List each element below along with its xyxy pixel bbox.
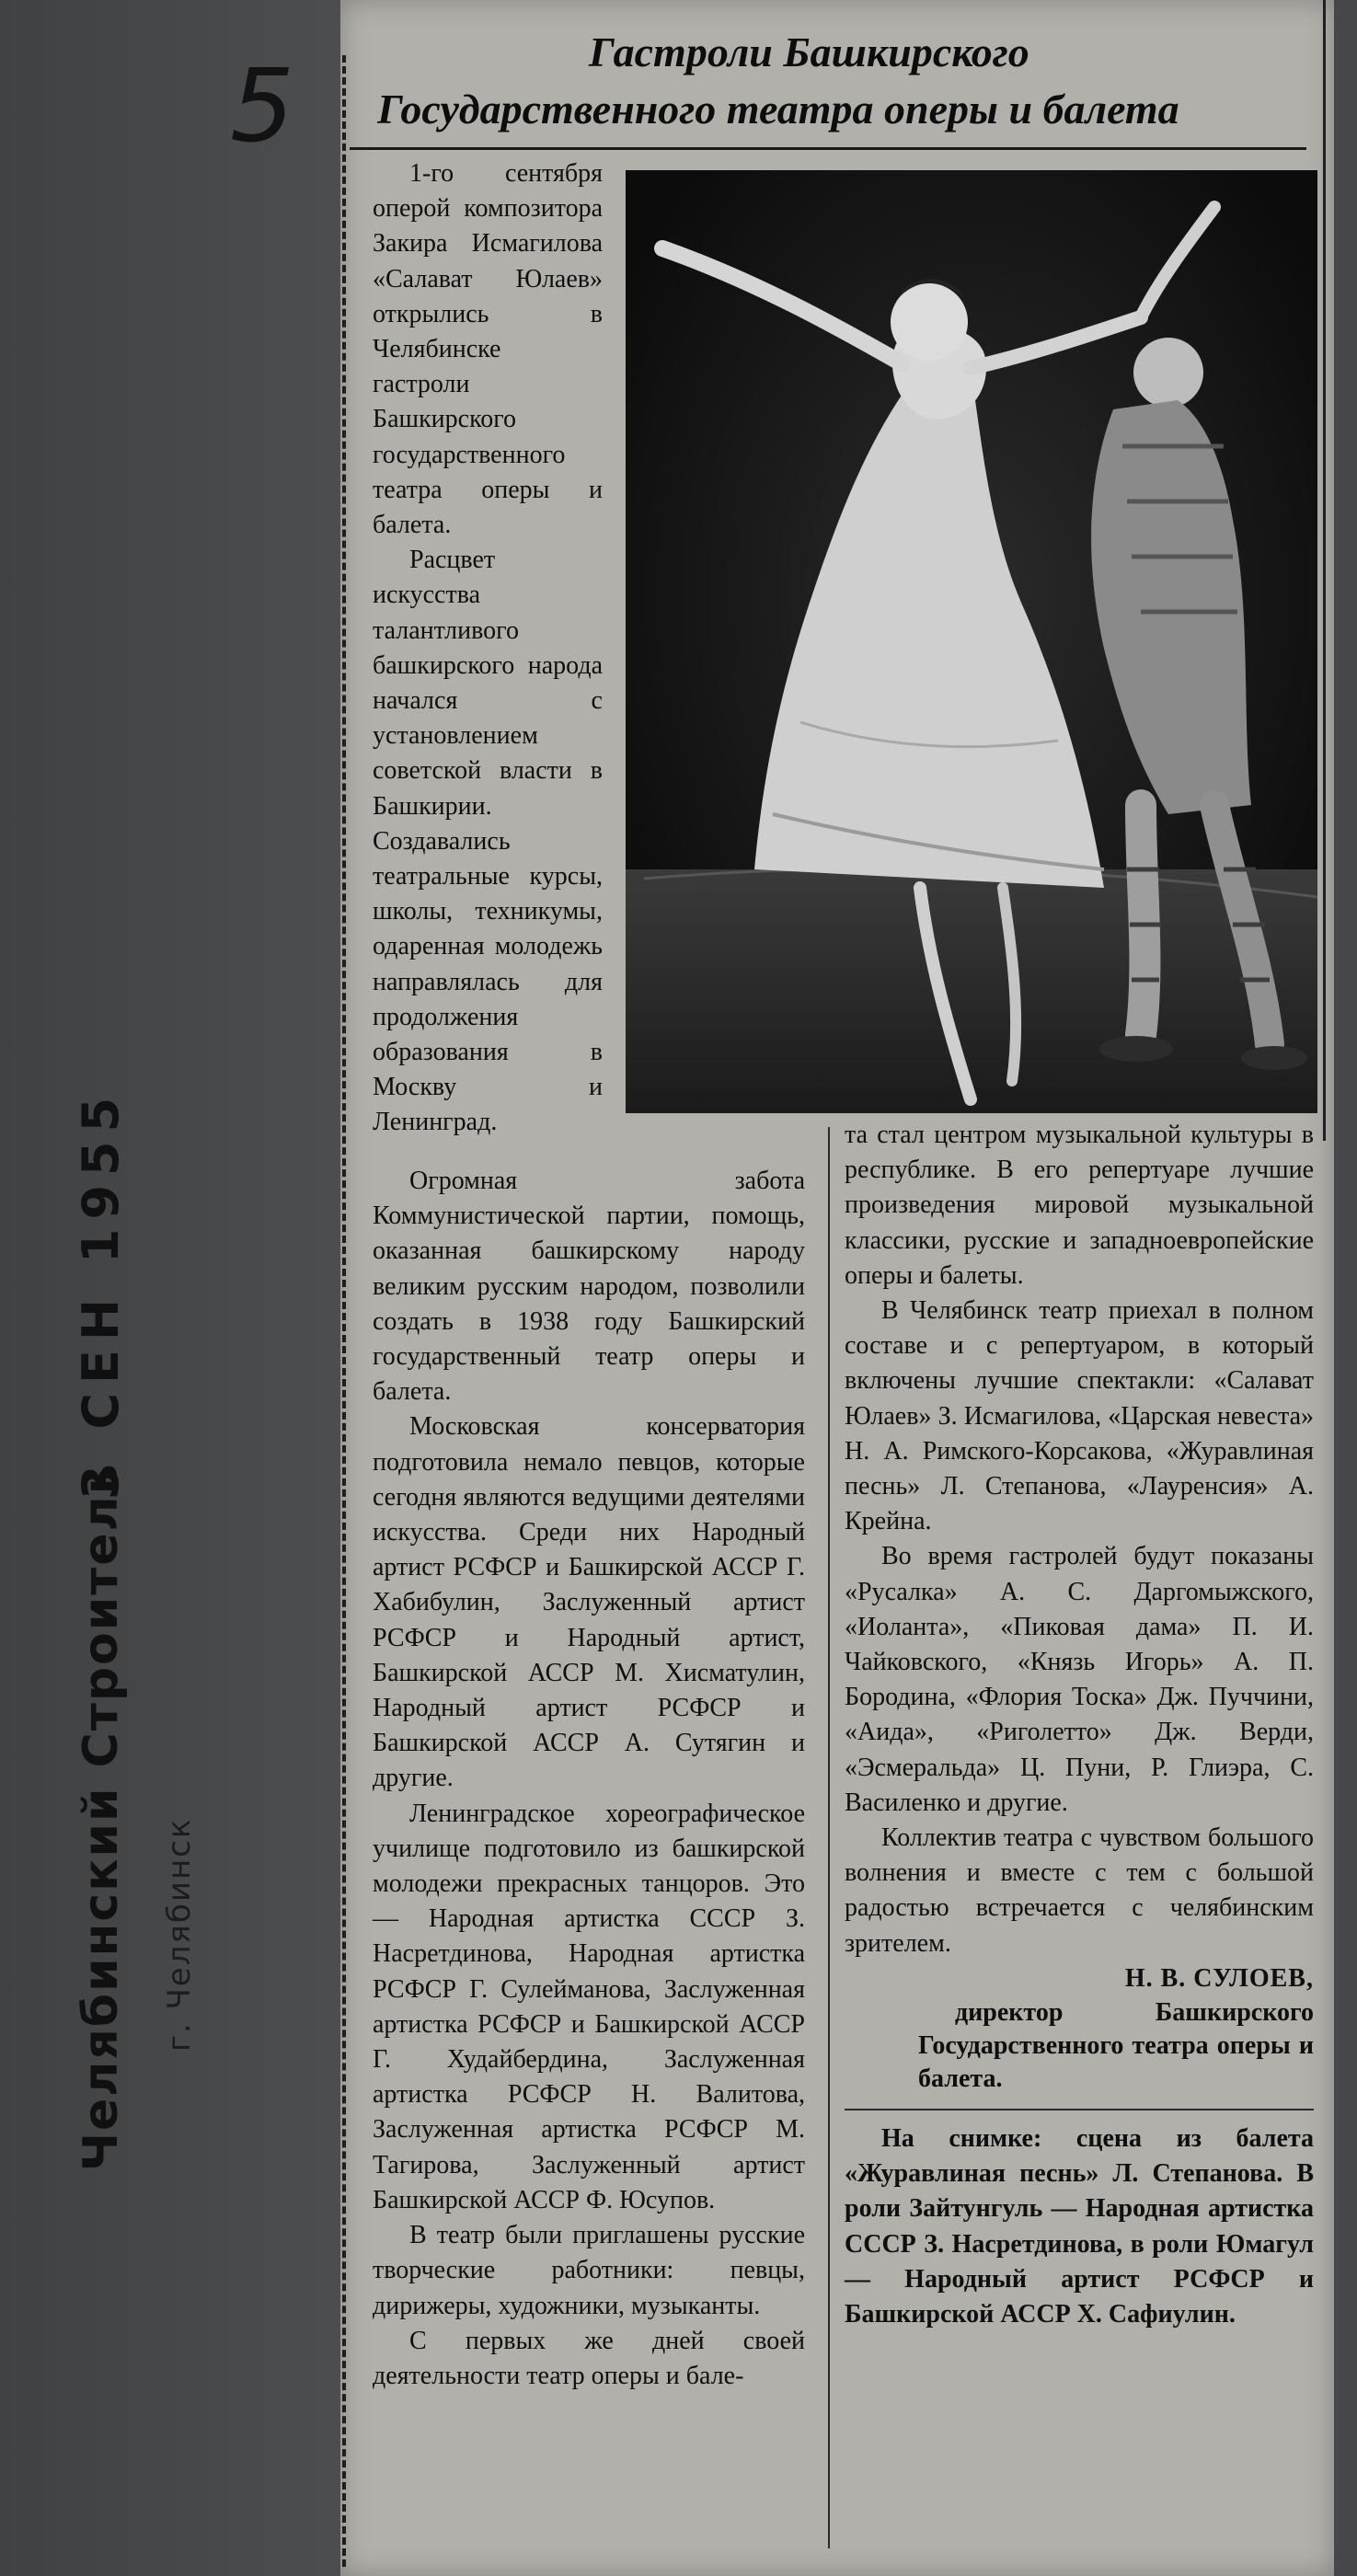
author-role: директор Башкирского Государственного театра оперы и балета.: [918, 1998, 1314, 2094]
column-divider: [828, 1127, 830, 2548]
paragraph: С первых же дней своей деятельности театр оперы и бале-: [373, 2326, 805, 2390]
ballet-photo-image: [626, 170, 1317, 1113]
clipping-right-edge: [1323, 0, 1326, 1141]
paragraph: Огромная забота Коммунистической партии, помощь, оказанная башкирскому народу великим русским народом, позволили создать в 1938 году Башкирский государственный театр оперы и балета.: [373, 1167, 805, 1407]
caption-text: сцена из балета «Журавлиная песнь» Л. Степанова. В роли Зайтунгуль — Народная артистка СССР З. Насретдинова, в роли Юмагул — Народный артист РСФСР и Башкирской АССР Х. Сафиулин.: [845, 2124, 1315, 2329]
paragraph: Ленинградское хореографическое училище подготовило из башкирской молодежи прекрасных танцоров. Это — Народная артистка СССР З. Насретдинова, Народная артистка РСФСР Г. Сулейманова, Заслуженная артистка РСФСР и Башкирской АССР Г. Худайбердина, Заслуженная артистка РСФСР Н. Валитова, Заслуженная артистка РСФСР М. Тагирова, Заслуженный артист Башкирской АССР Ф. Юсупов.: [373, 1799, 805, 2214]
clipping-cut-edge: [342, 55, 346, 2567]
headline-rule: [350, 147, 1306, 150]
paragraph: В театр были приглашены русские творческие работники: певцы, дирижеры, художники, музыканты.: [373, 2221, 805, 2320]
date-stamp: 3 СЕН 1955: [72, 1087, 130, 1500]
city-stamp: г. Челябинск: [161, 1817, 198, 2052]
caption-label: На снимке:: [881, 2124, 1042, 2154]
paragraph: Коллектив театра с чувством большого волнения и вместе с тем с большой радостью встречается с челябинским зрителем.: [845, 1823, 1314, 1958]
caption-rule: [845, 2109, 1314, 2110]
author-name: Н. В. СУЛОЕВ,: [1124, 1963, 1314, 1993]
paragraph: та стал центром музыкальной культуры в республике. В его репертуаре лучшие произведения мировой музыкальной классики, русские и западноевропейские оперы и балеты.: [845, 1121, 1314, 1290]
paragraph: В Челябинск театр приехал в полном составе и с репертуаром, в который включены лучшие спектакли: «Салават Юлаев» З. Исмагилова, «Царская невеста» Н. А. Римского-Корсакова, «Журавлиная песнь» Л. Степанова, «Лауренсия» А. Крейна.: [845, 1296, 1314, 1536]
ballet-photo: [626, 170, 1317, 1113]
article-column-2: [373, 1164, 805, 2394]
paragraph: Расцвет искусства талантливого башкирского народа начался с установлением советской власти в Башкирии. Создавались театральные курсы, школы, техникумы, одаренная молодежь направлялась для продолжения образования в Москву и Ленинград.: [373, 546, 603, 1137]
paragraph: 1-го сентября оперой композитора Закира Исмагилова «Салават Юлаев» открылись в Челябинске гастроли Башкирского государственного театра оперы и балета.: [373, 159, 603, 540]
paragraph: Московская консерватория подготовила немало певцов, которые сегодня являются ведущими деятелями искусства. Среди них Народный артист РСФСР и Башкирской АССР Г. Хабибулин, Заслуженный артист РСФСР и Народный артист, Башкирской АССР М. Хисматулин, Народный артист РСФСР и Башкирской АССР А. Сутягин и другие.: [373, 1412, 805, 1793]
headline-line-1: Гастроли Башкирского: [589, 29, 1029, 75]
paragraph: Во время гастролей будут показаны «Русалка» А. С. Даргомыжского, «Иоланта», «Пиковая дама» П. И. Чайковского, «Князь Игорь» А. П. Бородина, «Флория Тоска» Дж. Пуччини, «Аида», «Риголетто» Дж. Верди, «Эсмеральда» Ц. Пуни, Р. Глиэра, С. Василенко и другие.: [845, 1542, 1314, 1817]
photo-caption: [845, 2122, 1314, 2332]
handwritten-page-number: 5: [230, 47, 294, 165]
article-column-3: [845, 1118, 1314, 2332]
article-column-1: [373, 156, 603, 1141]
newspaper-name-stamp: Челябинский Строитель: [74, 1462, 129, 2171]
headline-line-2: Государственного театра оперы и балета: [377, 86, 1179, 132]
